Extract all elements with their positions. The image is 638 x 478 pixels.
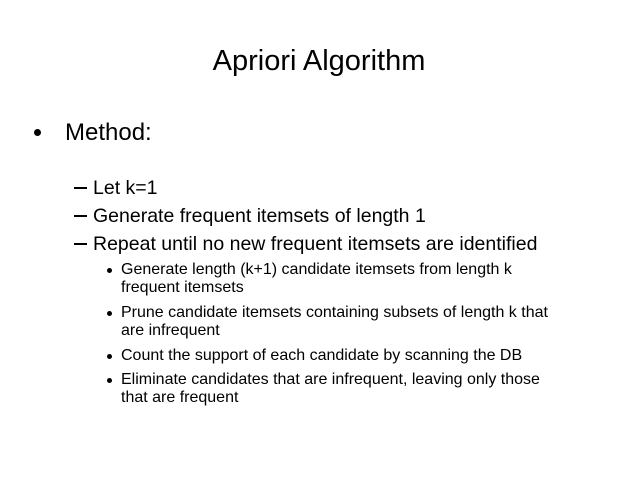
sub-sub-bullet-4 [0, 370, 638, 408]
sub-sub-bullet-3 [0, 346, 638, 366]
bullet-dot-icon [107, 354, 112, 359]
slide-title: Apriori Algorithm [212, 45, 426, 77]
bullet-dot-icon [107, 311, 112, 316]
dash-icon [74, 215, 87, 217]
sub-bullet-1 [0, 175, 638, 201]
sub-bullet-3 [0, 231, 638, 257]
dash-icon [74, 187, 87, 189]
sub-sub-bullet-1-line-1: Generate length (k+1) candidate itemsets from length k [121, 261, 512, 278]
sub-sub-bullet-2 [0, 303, 638, 341]
sub-bullet-1-text: Let k=1 [93, 177, 158, 199]
sub-bullet-2-text: Generate frequent itemsets of length 1 [93, 205, 426, 227]
sub-sub-bullet-4-line-2: that are frequent [121, 389, 239, 406]
dash-icon [74, 243, 87, 245]
sub-sub-bullet-2-line-2: are infrequent [121, 322, 220, 339]
bullet-dot-icon [34, 129, 41, 136]
sub-sub-bullet-1 [0, 260, 638, 298]
bullet-dot-icon [107, 268, 112, 273]
sub-sub-bullet-1-line-2: frequent itemsets [121, 279, 244, 296]
sub-bullet-2 [0, 203, 638, 229]
sub-sub-bullet-4-line-1: Eliminate candidates that are infrequent, leaving only those [121, 371, 540, 388]
bullet-method [0, 118, 638, 148]
sub-bullet-3-text: Repeat until no new frequent itemsets are identified [93, 233, 538, 255]
sub-sub-bullet-3-line-1: Count the support of each candidate by scanning the DB [121, 347, 523, 364]
bullet-method-text: Method: [65, 119, 152, 146]
sub-sub-bullet-2-line-1: Prune candidate itemsets containing subsets of length k that [121, 304, 548, 321]
bullet-dot-icon [107, 378, 112, 383]
